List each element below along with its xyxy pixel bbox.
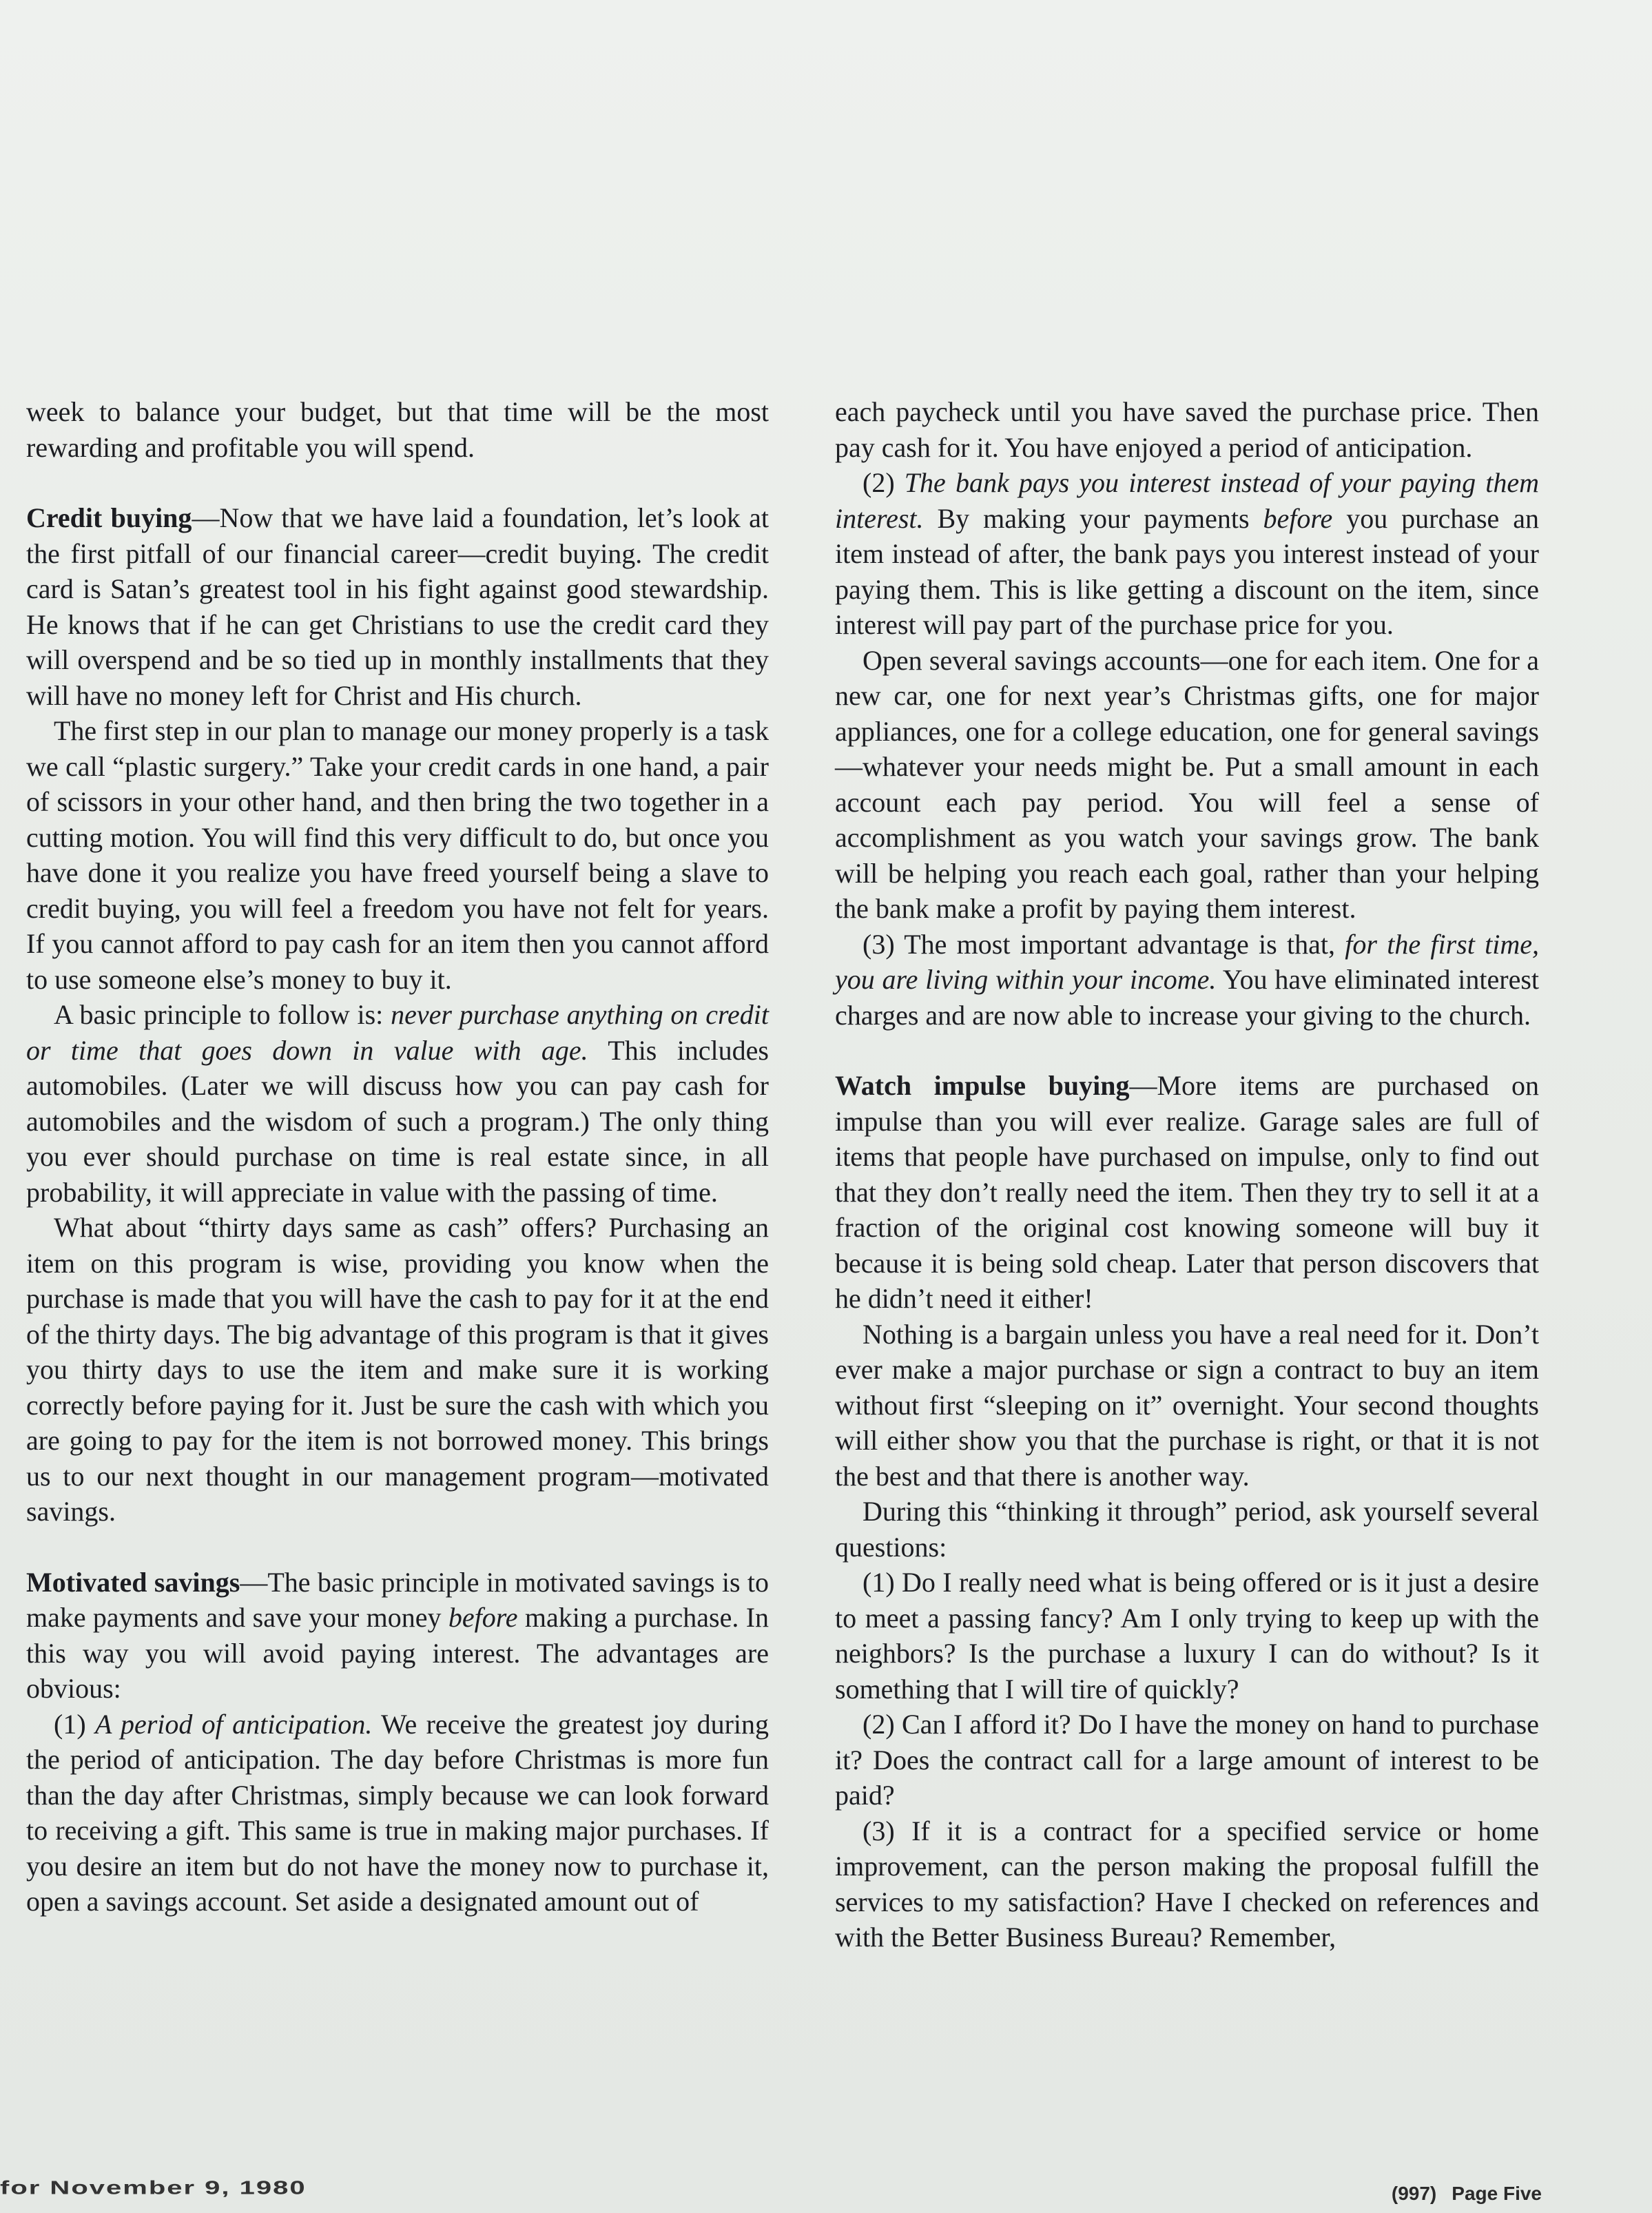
paragraph-continued: week to balance your budget, but that time will be the most rewarding and profitable you will spend. (26, 396, 769, 463)
italic-text: The bank pays you interest instead of your paying them interest. (835, 467, 1540, 534)
paragraph-text: A basic principle to follow is: (54, 999, 391, 1030)
paragraph-anticipation (26, 1707, 769, 1919)
page-code: (997) (1391, 2183, 1437, 2204)
paragraph-text: (3) The most important advantage is that, (863, 928, 1345, 960)
paragraph-savings-accounts: Open several savings accounts—one for each item. One for a new car, one for next year’s Christmas gifts, one for major appliances, one for a college education, one for general savings—whatever your needs might be. Put a small amount in each account each pay period. You will feel a sense of accomplishment as you watch your savings grow. The bank will be helping you reach each goal, rather than your helping the bank make a profit by paying them interest. (835, 644, 1539, 924)
paragraph-credit-buying (26, 500, 769, 713)
paragraph-question-3: (3) If it is a contract for a specified service or home improvement, can the person making the proposal fulfill the services to my satisfaction? Have I checked on references and with the Better Business Bureau? Remember, (835, 1815, 1539, 1953)
paragraph-motivated-savings (26, 1565, 769, 1707)
italic-text: never purchase anything on credit or time that goes down in value with age. (26, 999, 770, 1066)
paragraph-text: —Now that we have laid a foundation, let’s look at the first pitfall of our financial career—credit buying. The credit card is Satan’s greatest tool in his fight against good stewardship. He knows that if he can get Christians to use the credit card they will overspend and be so tied up in monthly installments that they will have no money left for Christ and His church. (26, 502, 770, 711)
left-column (26, 394, 769, 1919)
paragraph-text: you purchase an item instead of after, the bank pays you interest instead of your paying them. This is like getting a discount on the item, since interest will pay part of the purchase price for you. (835, 502, 1540, 640)
footer-issue-date: for November 9, 1980 (0, 2177, 307, 2199)
paragraph-bank-interest (835, 465, 1539, 643)
paragraph-text: —The basic principle in motivated savings is to make payments and save your money (26, 1566, 769, 1633)
paragraph-text: (2) (863, 467, 905, 498)
paragraph-text: This includes automobiles. (Later we will discuss how you can pay cash for automobiles and the wisdom of such a program.) The only thing you ever should purchase on time is real estate since, in all probability, it will appreciate in value with the passing of time. (26, 1034, 769, 1208)
page-label: Page Five (1452, 2183, 1542, 2204)
paragraph-thinking-through: During this “thinking it through” period, ask yourself several questions: (835, 1496, 1539, 1563)
right-column (835, 394, 1539, 1955)
paragraph-continued: each paycheck until you have saved the purchase price. Then pay cash for it. You have enjoyed a period of anticipation. (835, 396, 1539, 463)
paragraph-most-important (835, 927, 1539, 1033)
paragraph-text: We receive the greatest joy during the period of anticipation. The day before Christmas is more fun than the day after Christmas, simply because we can look forward to receiving a gift. This same is true in making major purchases. If you desire an item but do not have the money now to purchase it, open a savings account. Set aside a designated amount out of (26, 1708, 769, 1917)
paragraph-text: You have eliminated interest charges and are now able to increase your giving to the church. (835, 964, 1540, 1031)
paragraph-plastic-surgery: The first step in our plan to manage our money properly is a task we call “plastic surgery.” Take your credit cards in one hand, a pair of scissors in your other hand, and then bring the two together in a cutting motion. You will find this very difficult to do, but once you have done it you realize you have freed yourself being a slave to credit buying, you will feel a freedom you have not felt for years. If you cannot afford to pay cash for an item then you cannot afford to use someone else’s money to buy it. (26, 715, 769, 995)
paragraph-text: making a purchase. In this way you will avoid paying interest. The advantages are obvious: (26, 1602, 770, 1704)
section-heading-impulse-buying: Watch impulse buying (835, 1070, 1130, 1101)
italic-text: before (1263, 502, 1333, 534)
italic-text: for the first time, you are living within your income. (835, 928, 1540, 995)
paragraph-text: —More items are purchased on impulse than you will ever realize. Garage sales are full of items that people have purchased on impulse, only to find out that they don’t really need the item. Then they try to sell it at a fraction of the original cost knowing someone will buy it because it is being sold cheap. Later that person discovers that he didn’t need it either! (835, 1070, 1540, 1314)
footer-page-number (1392, 2183, 1542, 2205)
paragraph-thirty-days: What about “thirty days same as cash” offers? Purchasing an item on this program is wise, providing you know when the purchase is made that you will have the cash to pay for it at the end of the thirty days. The big advantage of this program is that it gives you thirty days to use the item and make sure it is working correctly before paying for it. Just be sure the cash with which you are going to pay for the item is not borrowed money. This brings us to our next thought in our management program—motivated savings. (26, 1212, 769, 1527)
paragraph-basic-principle (26, 997, 769, 1210)
paragraph-text: (1) (54, 1708, 95, 1740)
section-heading-motivated-savings: Motivated savings (26, 1566, 240, 1598)
italic-text: before (448, 1602, 518, 1633)
paragraph-impulse-buying (835, 1068, 1539, 1317)
italic-text: A period of anticipation. (94, 1708, 373, 1740)
paragraph-text: By making your payments (923, 502, 1263, 534)
section-heading-credit-buying: Credit buying (26, 502, 192, 533)
paragraph-bargain: Nothing is a bargain unless you have a real need for it. Don’t ever make a major purchase or sign a contract to buy an item without first “sleeping on it” overnight. Your second thoughts will either show you that the purchase is right, or that it is not the best and that there is another way. (835, 1318, 1539, 1492)
paragraph-question-2: (2) Can I afford it? Do I have the money on hand to purchase it? Does the contract call for a large amount of interest to be paid? (835, 1709, 1539, 1811)
paragraph-question-1: (1) Do I really need what is being offered or is it just a desire to meet a passing fancy? Am I only trying to keep up with the neighbors? Is the purchase a luxury I can do without? Is it something that I will tire of quickly? (835, 1567, 1539, 1705)
